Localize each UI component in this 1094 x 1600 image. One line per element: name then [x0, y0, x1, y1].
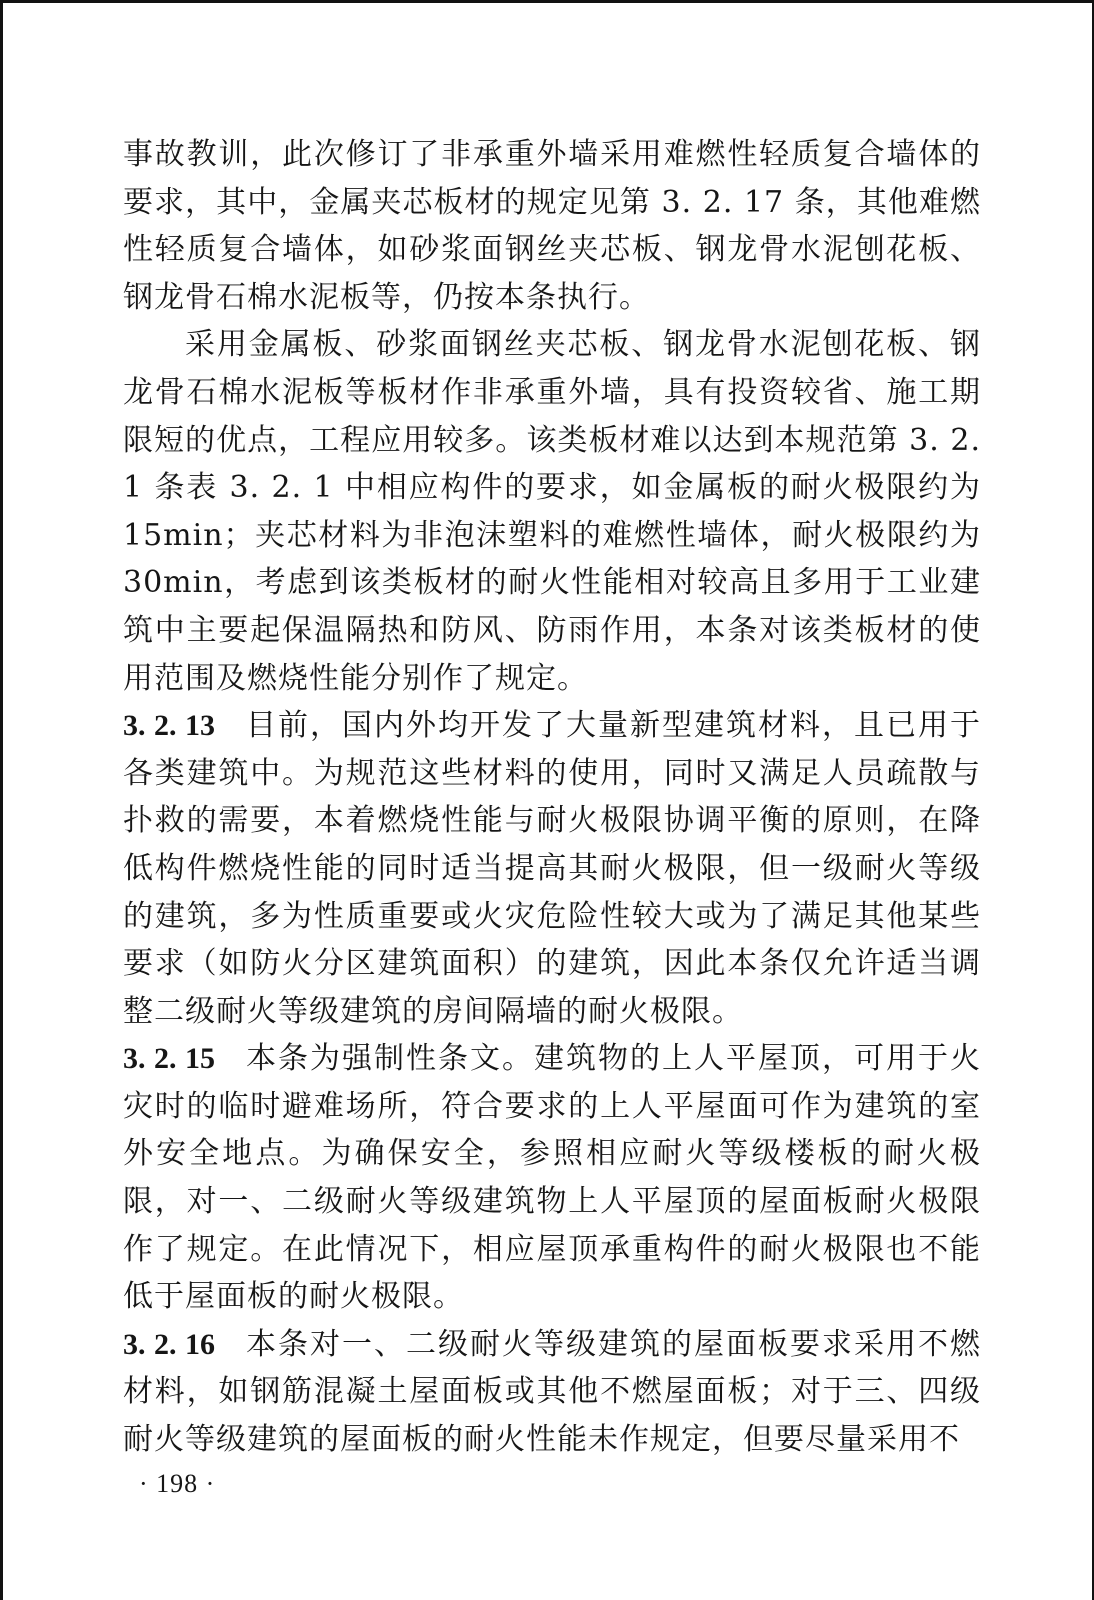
- clause-3-2-13: [123, 702, 981, 1035]
- clause-number: 3. 2. 13: [123, 709, 215, 743]
- paragraph-board-materials: 采用金属板、砂浆面钢丝夹芯板、钢龙骨水泥刨花板、钢龙骨石棉水泥板等板材作非承重外墙，具有投资较省、施工期限短的优点，工程应用较多。该类板材难以达到本规范第 3. 2. 1 条表 3. 2. 1 中相应构件的要求，如金属板的耐火极限约为 15min；夹芯材料为非泡沫塑料的难燃性墙体，耐火极限约为 30min，考虑到该类板材的耐火性能相对较高且多用于工业建筑中主要起保温隔热和防风、防雨作用，本条对该类板材的使用范围及燃烧性能分别作了规定。: [123, 327, 981, 696]
- clause-3-2-16: [123, 1321, 981, 1464]
- clause-text: 本条为强制性条文。建筑物的上人平屋顶，可用于火灾时的临时避难场所，符合要求的上人平屋面可作为建筑的室外安全地点。为确保安全，参照相应耐火等级楼板的耐火极限，对一、二级耐火等级建筑物上人平屋顶的屋面板耐火极限作了规定。在此情况下，相应屋顶承重构件的耐火极限也不能低于屋面板的耐火极限。: [123, 1041, 981, 1315]
- paragraph-continuation: 事故教训，此次修订了非承重外墙采用难燃性轻质复合墙体的要求，其中，金属夹芯板材的规定见第 3. 2. 17 条，其他难燃性轻质复合墙体，如砂浆面钢丝夹芯板、钢龙骨水泥刨花板、钢龙骨石棉水泥板等，仍按本条执行。: [123, 137, 981, 315]
- clause-text: 本条对一、二级耐火等级建筑的屋面板要求采用不燃材料，如钢筋混凝土屋面板或其他不燃屋面板；对于三、四级耐火等级建筑的屋面板的耐火性能未作规定，但要尽量采用不: [123, 1326, 981, 1458]
- clause-number: 3. 2. 15: [123, 1042, 215, 1076]
- clause-number: 3. 2. 16: [123, 1327, 215, 1361]
- page-body: [123, 131, 981, 1464]
- clause-3-2-15: [123, 1035, 981, 1321]
- clause-text: 目前，国内外均开发了大量新型建筑材料，且已用于各类建筑中。为规范这些材料的使用，同时又满足人员疏散与扑救的需要，本着燃烧性能与耐火极限协调平衡的原则，在降低构件燃烧性能的同时适当提高其耐火极限，但一级耐火等级的建筑，多为性质重要或火灾危险性较大或为了满足其他某些要求（如防火分区建筑面积）的建筑，因此本条仅允许适当调整二级耐火等级建筑的房间隔墙的耐火极限。: [123, 708, 981, 1029]
- page-number: · 198 ·: [139, 1469, 216, 1498]
